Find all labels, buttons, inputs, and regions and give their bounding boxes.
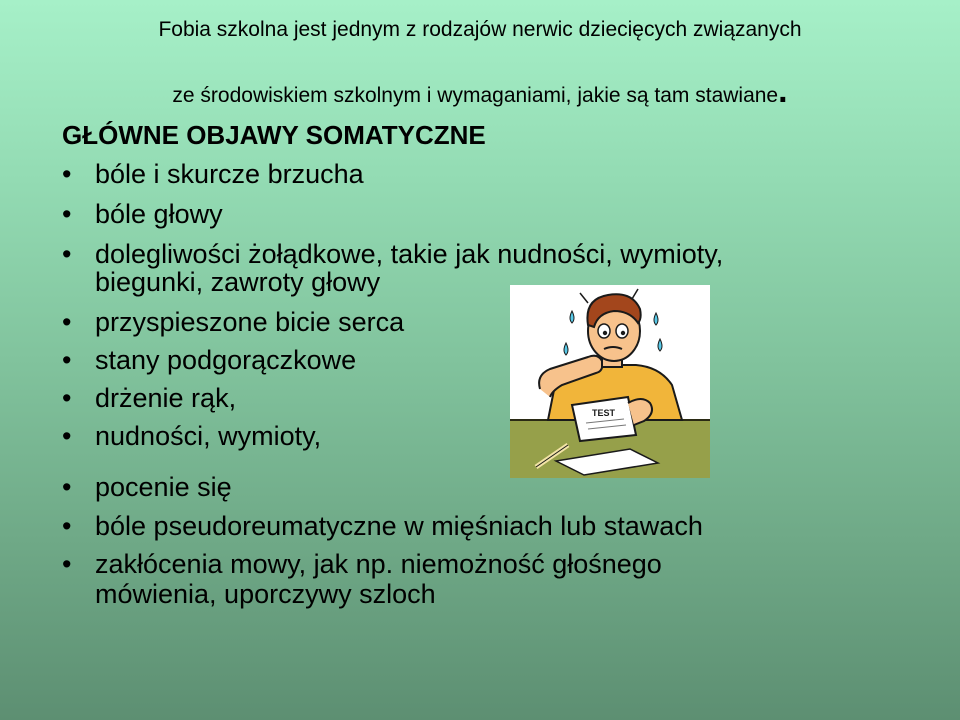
list-item-text: drżenie rąk, [95,383,237,413]
list-item-text: przyspieszone bicie serca [95,307,405,337]
intro-line-2-text: ze środowiskiem szkolnym i wymaganiami, jakie są tam stawiane [172,84,779,107]
bullet-dot: • [62,383,72,413]
list-item-text: bóle głowy [95,199,223,229]
bullet-dot: • [62,307,72,337]
stressed-student-test-icon [510,285,710,478]
list-item-text: dolegliwości żołądkowe, takie jak nudności, wymioty, [95,239,724,269]
test-paper-label: TEST [592,408,616,418]
intro-line-1: Fobia szkolna jest jednym z rodzajów nerwic dziecięcych związanych [158,18,802,41]
bullet-dot: • [62,345,72,375]
bullet-dot: • [62,199,72,229]
bullet-dot: • [62,421,72,451]
list-item-text: bóle pseudoreumatyczne w mięśniach lub stawach [95,511,703,541]
intro-line-2 [0,72,960,110]
stressed-student-test-illustration [510,285,710,478]
bullet-dot: • [62,549,72,579]
list-item-text: nudności, wymioty, [95,421,322,451]
bullet-dot: • [62,472,72,502]
list-item-text: mówienia, uporczywy szloch [95,579,436,609]
list-item-text: pocenie się [95,472,232,502]
list-item-text: zakłócenia mowy, jak np. niemożność głośnego [95,549,662,579]
list-item-text: bóle i skurcze brzucha [95,159,364,189]
bullet-dot: • [62,239,72,269]
list-item-text: stany podgorączkowe [95,345,357,375]
bullet-dot: • [62,159,72,189]
list-item-text: biegunki, zawroty głowy [95,267,381,297]
section-title: GŁÓWNE OBJAWY SOMATYCZNE [62,120,486,150]
bullet-dot: • [62,511,72,541]
intro-period: . [778,72,788,110]
